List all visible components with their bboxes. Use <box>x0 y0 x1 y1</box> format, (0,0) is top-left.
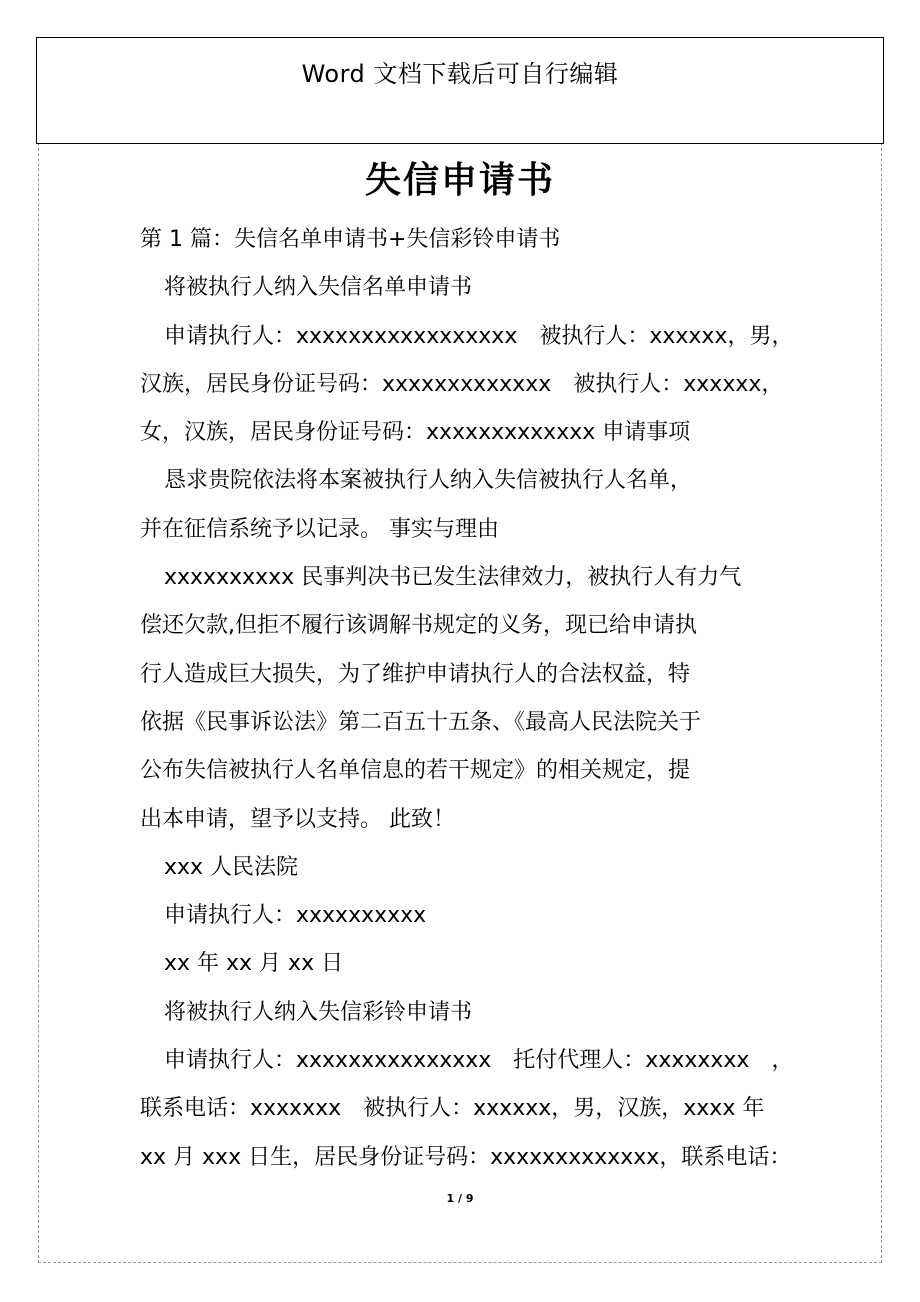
body-line: 恳求贵院依法将本案被执行人纳入失信被执行人名单， <box>164 468 693 494</box>
body-line: 女，汉族，居民身份证号码：xxxxxxxxxxxxx 申请事项 <box>140 420 691 446</box>
body-line: xx 月 xxx 日生，居民身份证号码：xxxxxxxxxxxxx，联系电话： <box>140 1144 792 1170</box>
body-line: 依据《民事诉讼法》第二百五十五条、《最高人民法院关于 <box>140 709 702 735</box>
body-line: 汉族，居民身份证号码：xxxxxxxxxxxxx 被执行人：xxxxxx， <box>140 371 784 397</box>
body-line: 公布失信被执行人名单信息的若干规定》的相关规定，提 <box>140 758 691 784</box>
document-title: 失信申请书 <box>364 160 555 201</box>
body-line: 行人造成巨大损失，为了维护申请执行人的合法权益，特 <box>140 661 691 687</box>
body-line: 联系电话：xxxxxxx 被执行人：xxxxxx，男，汉族，xxxx 年 <box>140 1096 765 1122</box>
body-line: 第 1 篇：失信名单申请书+失信彩铃申请书 <box>140 227 561 252</box>
body-line: xxx 人民法院 <box>164 854 299 880</box>
header-box <box>36 37 884 144</box>
body-line: 申请执行人：xxxxxxxxxxxxxxx 托付代理人：xxxxxxxx ， <box>164 1048 794 1074</box>
body-line: xx 年 xx 月 xx 日 <box>164 951 344 977</box>
document-body <box>140 216 794 1182</box>
header-text: Word 文档下载后可自行编辑 <box>301 60 619 88</box>
body-line: 偿还欠款,但拒不履行该调解书规定的义务，现已给申请执 <box>140 613 697 639</box>
body-line: 申请执行人：xxxxxxxxxx <box>164 903 427 929</box>
page-number: 1 / 9 <box>446 1192 474 1205</box>
body-line: 将被执行人纳入失信彩铃申请书 <box>164 999 473 1025</box>
body-line: xxxxxxxxxx 民事判决书已发生法律效力，被执行人有力气 <box>164 565 742 591</box>
body-line: 申请执行人：xxxxxxxxxxxxxxxxx 被执行人：xxxxxx，男， <box>164 323 794 349</box>
body-line: 出本申请，望予以支持。 此致！ <box>140 806 455 832</box>
body-line: 将被执行人纳入失信名单申请书 <box>164 275 473 301</box>
body-line: 并在征信系统予以记录。 事实与理由 <box>140 516 499 542</box>
